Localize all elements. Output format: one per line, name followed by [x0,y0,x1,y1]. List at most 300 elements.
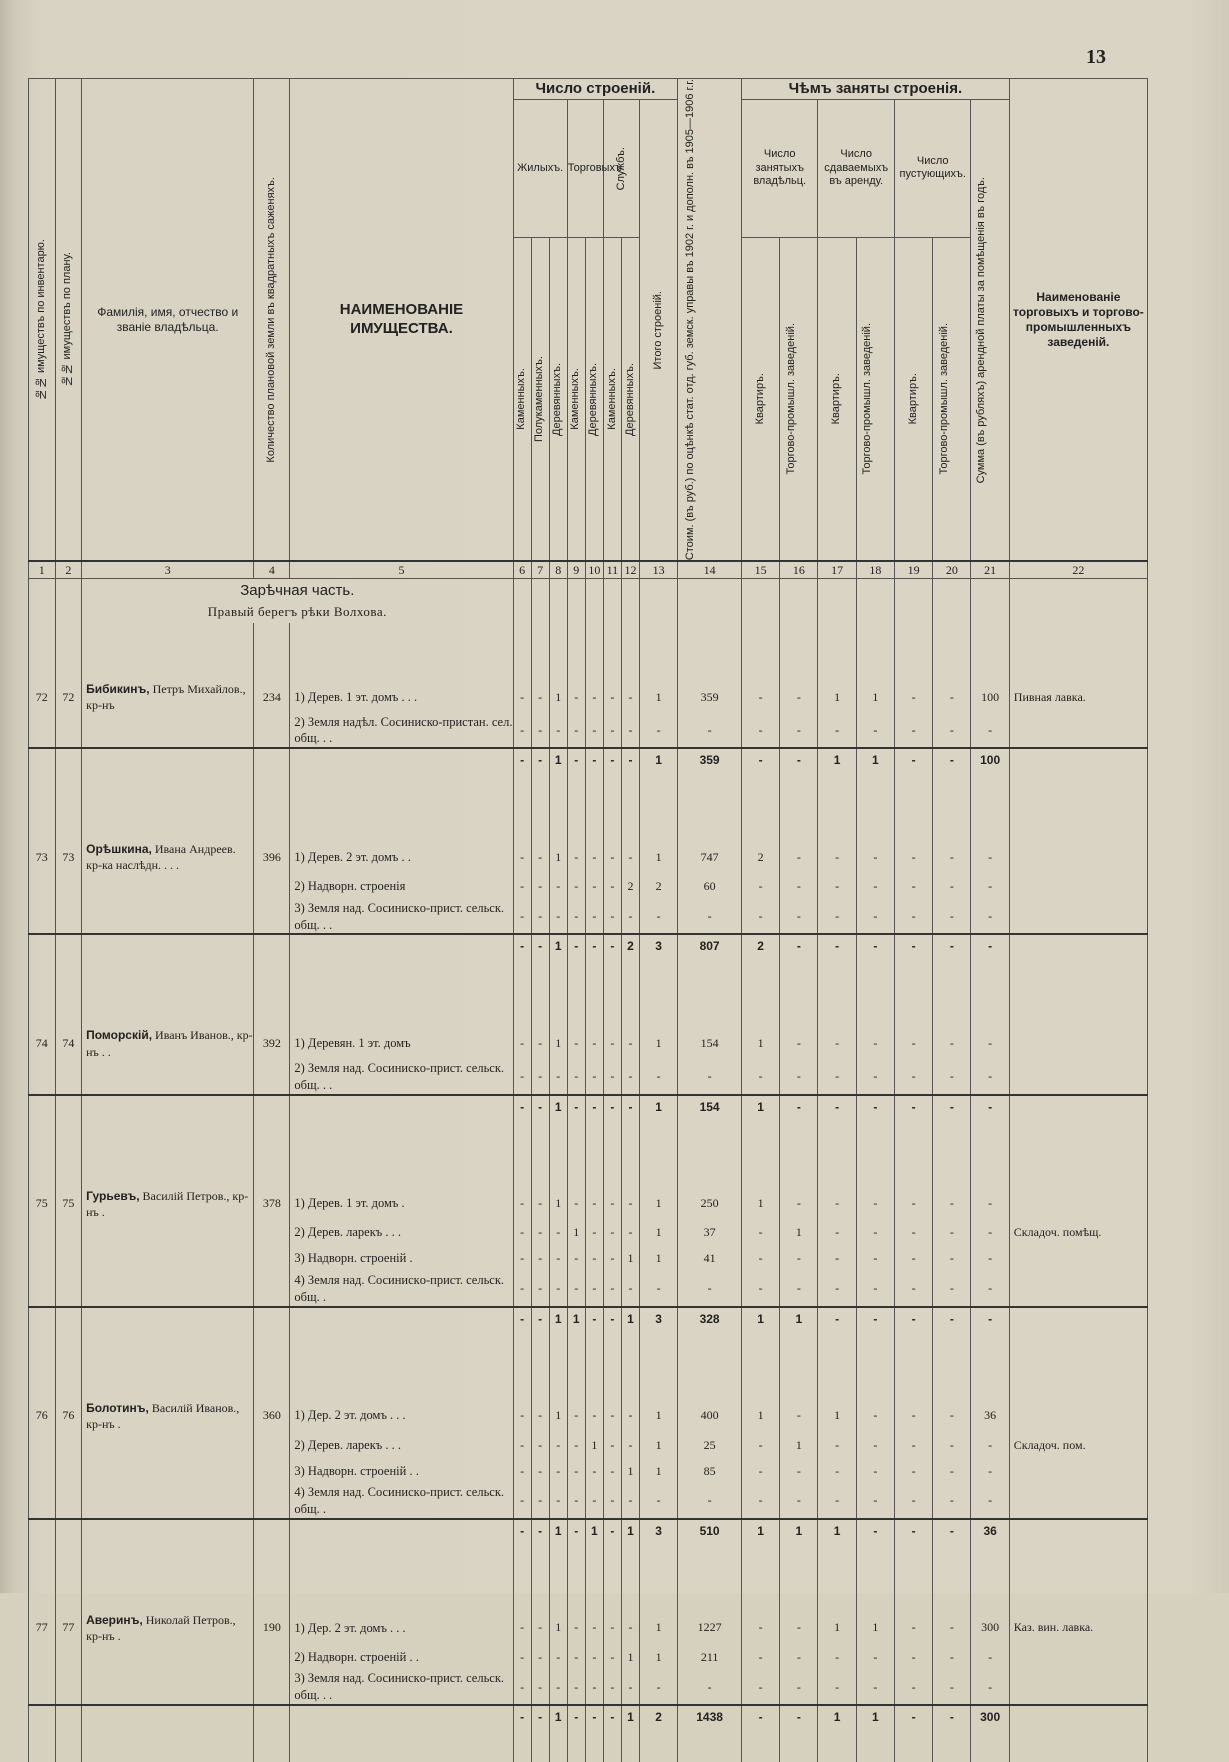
inventory-no [29,1246,56,1272]
total-cell: 1 [741,1307,779,1330]
property-name: 1) Дер. 2 эт. домъ . . . [290,1612,513,1644]
value-cell: 1 [639,1027,677,1059]
value-cell: 1 [818,681,856,713]
value-cell: - [741,1432,779,1458]
value-cell: - [894,874,932,900]
owner-name [82,874,254,900]
property-name: 1) Дерев. 1 эт. домъ . . . [290,681,513,713]
property-name: 2) Надворн. строенія [290,874,513,900]
land-area [254,714,290,749]
value-cell: - [818,900,856,935]
value-cell: 25 [678,1432,742,1458]
value-cell: 85 [678,1458,742,1484]
value-cell: - [603,1220,621,1246]
total-cell: - [531,1095,549,1118]
header-service-stone: Каменныхъ. [603,237,621,561]
value-cell: - [780,1188,818,1220]
value-cell: - [603,1027,621,1059]
value-cell: - [567,1272,585,1307]
value-cell: - [549,1670,567,1705]
inventory-no [29,1060,56,1095]
value-cell: - [818,1432,856,1458]
land-area: 234 [254,681,290,713]
value-cell [1009,1644,1147,1670]
column-number: 13 [639,561,677,579]
value-cell: - [531,841,549,873]
value-cell: 1 [621,1246,639,1272]
value-cell: - [971,1458,1009,1484]
header-owners-trade: Торгово-промышл. заведеній. [780,237,818,561]
value-cell: - [585,681,603,713]
value-cell: - [585,1670,603,1705]
value-cell: - [933,1272,971,1307]
value-cell: Пивная лавка. [1009,681,1147,713]
value-cell: - [603,1644,621,1670]
total-cell: - [513,1519,531,1542]
total-cell: 3 [639,1307,677,1330]
owner-name [82,1484,254,1519]
value-cell [1009,1458,1147,1484]
property-row [29,1612,1148,1644]
value-cell: 1 [621,1644,639,1670]
value-cell: - [856,1246,894,1272]
total-cell: - [567,748,585,771]
value-cell: - [780,1060,818,1095]
inventory-no: 75 [29,1188,56,1220]
value-cell: 1 [741,1400,779,1432]
value-cell: - [678,714,742,749]
total-cell: 3 [639,934,677,957]
value-cell: - [780,1400,818,1432]
value-cell: 1 [818,1400,856,1432]
value-cell: - [971,1432,1009,1458]
value-cell: - [513,1644,531,1670]
value-cell: - [513,1458,531,1484]
value-cell: 1 [567,1220,585,1246]
value-cell [1009,841,1147,873]
property-name: 1) Дерев. 2 эт. домъ . . [290,841,513,873]
column-number: 14 [678,561,742,579]
value-cell: 250 [678,1188,742,1220]
property-name: 4) Земля над. Сосинискo-прист. сельск. общ. . [290,1272,513,1307]
value-cell: - [894,1612,932,1644]
value-cell: 1 [818,1612,856,1644]
value-cell [1009,874,1147,900]
value-cell: - [818,1272,856,1307]
spacer-row [29,1330,1148,1400]
value-cell: 1 [549,681,567,713]
value-cell: 300 [971,1612,1009,1644]
value-cell: - [933,1670,971,1705]
property-row [29,714,1148,749]
value-cell: - [971,841,1009,873]
value-cell [1009,1670,1147,1705]
value-cell: - [780,681,818,713]
value-cell: - [894,1060,932,1095]
value-cell: - [741,1670,779,1705]
land-area [254,874,290,900]
total-cell: - [971,1307,1009,1330]
header-plan-no: №№ имуществъ по плану. [55,79,82,562]
total-cell: - [741,1705,779,1728]
value-cell: 1 [621,1458,639,1484]
property-name: 4) Земля над. Сосинискo-прист. сельск. общ. . [290,1484,513,1519]
value-cell: - [933,1432,971,1458]
value-cell [1009,714,1147,749]
plan-no: 75 [55,1188,82,1220]
value-cell: - [741,1220,779,1246]
header-vacant-apartments: Квартиръ. [894,237,932,561]
total-cell: - [567,1095,585,1118]
value-cell: - [585,714,603,749]
value-cell: - [567,1484,585,1519]
value-cell: Каз. вин. лавка. [1009,1612,1147,1644]
inventory-no [29,1272,56,1307]
column-number: 7 [531,561,549,579]
value-cell: 1 [639,681,677,713]
total-cell: - [513,748,531,771]
total-cell: 1 [549,1095,567,1118]
value-cell: - [856,1060,894,1095]
header-property-name: НАИМЕНОВАНІЕ ИМУЩЕСТВА. [290,79,513,562]
owner-name [82,900,254,935]
value-cell: - [780,1612,818,1644]
owner-name [82,1458,254,1484]
value-cell [1009,1272,1147,1307]
header-establishment-name: Наименованіе торговыхъ и торгово-промышленныхъ заведеній. [1009,79,1147,562]
total-cell: - [531,748,549,771]
inventory-no [29,1458,56,1484]
value-cell: 1 [585,1432,603,1458]
value-cell: - [585,841,603,873]
value-cell: - [933,1188,971,1220]
value-cell: - [933,1027,971,1059]
value-cell [1009,1060,1147,1095]
total-cell: 300 [971,1705,1009,1728]
total-row [29,1307,1148,1330]
property-name: 3) Надворн. строеній . [290,1246,513,1272]
plan-no [55,900,82,935]
header-vacant-trade: Торгово-промышл. заведеній. [933,237,971,561]
property-name: 1) Дер. 2 эт. домъ . . . [290,1400,513,1432]
section-title-row [29,579,1148,602]
value-cell: - [549,1484,567,1519]
land-area [254,1644,290,1670]
value-cell: - [780,1027,818,1059]
land-area [254,1670,290,1705]
value-cell: - [856,900,894,935]
total-cell [1009,1307,1147,1330]
header-buildings-group: Число строеній. [513,79,678,100]
property-name: 3) Земля над. Сосинискo-прист. сельск. общ. . . [290,900,513,935]
total-cell: - [585,1095,603,1118]
value-cell: - [549,900,567,935]
value-cell: - [639,1670,677,1705]
property-row [29,681,1148,713]
owner-name [82,1670,254,1705]
property-row [29,841,1148,873]
value-cell: - [933,714,971,749]
value-cell: - [818,1246,856,1272]
value-cell: - [621,841,639,873]
total-cell: 1 [818,748,856,771]
value-cell: 1 [741,1188,779,1220]
header-service-wooden: Деревянныхъ. [621,237,639,561]
value-cell: - [513,1220,531,1246]
owner-name [82,1400,254,1432]
value-cell: - [567,1060,585,1095]
property-name: 3) Надворн. строеній . . [290,1458,513,1484]
value-cell: - [856,1027,894,1059]
value-cell: - [818,874,856,900]
value-cell: - [856,841,894,873]
value-cell: 1 [639,1220,677,1246]
value-cell: - [894,1670,932,1705]
value-cell: - [741,1246,779,1272]
owner-name [82,1246,254,1272]
total-cell: - [894,1519,932,1542]
column-number: 19 [894,561,932,579]
value-cell: - [678,1484,742,1519]
total-cell: - [818,1095,856,1118]
value-cell: 747 [678,841,742,873]
total-cell: - [933,1095,971,1118]
total-cell: - [894,1307,932,1330]
total-cell: - [531,1519,549,1542]
value-cell: 1227 [678,1612,742,1644]
value-cell: - [585,1484,603,1519]
owner-surname: Орѣшкина, [86,842,152,857]
owner-surname: Поморскій, [86,1028,153,1043]
value-cell: - [818,1188,856,1220]
value-cell: - [741,681,779,713]
land-area: 190 [254,1612,290,1644]
value-cell: - [894,681,932,713]
value-cell: - [513,1432,531,1458]
property-name: 3) Земля над. Сосинискo-прист. сельск. общ. . . [290,1670,513,1705]
total-cell: 1438 [678,1705,742,1728]
plan-no: 77 [55,1612,82,1644]
value-cell: - [603,1400,621,1432]
owner-name [82,1220,254,1246]
value-cell [1009,1484,1147,1519]
total-cell: 100 [971,748,1009,771]
value-cell: 1 [780,1432,818,1458]
property-row [29,1644,1148,1670]
inventory-no [29,714,56,749]
inventory-no [29,1644,56,1670]
property-table [28,78,1148,1762]
column-number: 5 [290,561,513,579]
inventory-no: 73 [29,841,56,873]
total-cell: 1 [549,748,567,771]
column-number: 6 [513,561,531,579]
owner-surname: Гурьевъ, [86,1188,140,1203]
total-cell: - [513,1095,531,1118]
column-number: 11 [603,561,621,579]
value-cell: - [567,681,585,713]
total-cell: 1 [639,748,677,771]
value-cell: - [933,1220,971,1246]
value-cell: 100 [971,681,1009,713]
owner-surname: Болотинъ, [86,1400,149,1415]
value-cell: - [567,1670,585,1705]
spacer-row [29,1118,1148,1188]
value-cell: - [513,1670,531,1705]
total-cell [1009,934,1147,957]
header-living-stone: Каменныхъ. [513,237,531,561]
column-number: 3 [82,561,254,579]
value-cell: - [603,1484,621,1519]
inventory-no [29,1484,56,1519]
property-row [29,1484,1148,1519]
section-subtitle-row [29,601,1148,623]
value-cell: - [780,1458,818,1484]
total-cell: - [741,748,779,771]
owner-surname: Аверинъ, [86,1612,143,1627]
total-cell: - [531,1307,549,1330]
header-rented: Число сдаваемыхъ въ аренду. [818,100,895,238]
value-cell: - [549,1272,567,1307]
value-cell: - [531,1432,549,1458]
total-cell: - [856,1519,894,1542]
value-cell: - [894,1432,932,1458]
total-cell [1009,1519,1147,1542]
value-cell: - [549,714,567,749]
plan-no [55,1458,82,1484]
value-cell: - [971,1644,1009,1670]
value-cell: 1 [741,1027,779,1059]
column-number: 8 [549,561,567,579]
spacer-row [29,771,1148,841]
value-cell: 36 [971,1400,1009,1432]
property-name: 2) Земля над. Сосинискo-прист. сельск. общ. . . [290,1060,513,1095]
owner-name [82,1644,254,1670]
total-cell: - [933,934,971,957]
value-cell [1009,900,1147,935]
total-cell: 1 [818,1519,856,1542]
header-vacant: Число пустующихъ. [894,100,971,238]
value-cell: - [894,1400,932,1432]
total-cell: 1 [621,1519,639,1542]
value-cell: - [741,1272,779,1307]
value-cell: - [780,874,818,900]
value-cell: - [531,1458,549,1484]
header-owner: Фамилія, имя, отчество и званіе владѣльца. [82,79,254,562]
value-cell: 2 [741,841,779,873]
header-living-halfstone: Полукаменныхъ. [531,237,549,561]
owner-name [82,1432,254,1458]
value-cell: - [513,714,531,749]
column-number: 2 [55,561,82,579]
value-cell [1009,1188,1147,1220]
value-cell: - [741,714,779,749]
owner-name [82,714,254,749]
plan-no [55,1060,82,1095]
value-cell: - [603,900,621,935]
value-cell: - [894,714,932,749]
value-cell: - [971,714,1009,749]
total-row [29,1705,1148,1728]
value-cell: - [856,1188,894,1220]
total-row [29,1519,1148,1542]
owner-name [82,1060,254,1095]
header-inventory-no: №№ имуществъ по инвентарю. [29,79,56,562]
total-cell: - [531,1705,549,1728]
value-cell: - [856,1272,894,1307]
total-cell: 328 [678,1307,742,1330]
owner-name [82,841,254,873]
value-cell: - [741,1060,779,1095]
land-area: 392 [254,1027,290,1059]
total-cell: 1 [549,1307,567,1330]
total-cell: - [856,1307,894,1330]
inventory-no: 74 [29,1027,56,1059]
total-cell: 3 [639,1519,677,1542]
plan-no: 74 [55,1027,82,1059]
section-subtitle: Правый берегъ рѣки Волхова. [82,601,513,623]
value-cell: - [513,1060,531,1095]
value-cell: - [894,1644,932,1670]
header-rented-apartments: Квартиръ. [818,237,856,561]
value-cell: - [513,1027,531,1059]
value-cell: - [971,874,1009,900]
total-cell: - [567,1519,585,1542]
value-cell: - [678,1060,742,1095]
value-cell: - [621,1060,639,1095]
value-cell: - [933,681,971,713]
property-row [29,1670,1148,1705]
total-row [29,748,1148,771]
land-area [254,1484,290,1519]
total-cell: 510 [678,1519,742,1542]
land-area [254,1246,290,1272]
total-cell: 807 [678,934,742,957]
value-cell: - [818,1027,856,1059]
value-cell: - [856,1432,894,1458]
total-cell [1009,748,1147,771]
value-cell: - [585,900,603,935]
value-cell: 211 [678,1644,742,1670]
total-cell: - [780,1705,818,1728]
value-cell: - [621,1400,639,1432]
value-cell: - [513,900,531,935]
total-cell: - [971,1095,1009,1118]
plan-no [55,1670,82,1705]
value-cell: - [818,1670,856,1705]
value-cell: - [639,714,677,749]
value-cell: - [933,1246,971,1272]
value-cell: - [621,900,639,935]
header-service: Службъ. [603,100,639,238]
value-cell: - [639,1484,677,1519]
value-cell: - [933,1484,971,1519]
total-cell: 1 [856,1705,894,1728]
property-row [29,1400,1148,1432]
value-cell: 1 [856,1612,894,1644]
value-cell: - [549,1644,567,1670]
total-cell: 154 [678,1095,742,1118]
value-cell: - [818,1644,856,1670]
value-cell: - [971,1188,1009,1220]
total-cell: 359 [678,748,742,771]
value-cell: 1 [549,1612,567,1644]
total-cell: - [567,934,585,957]
value-cell: - [531,1670,549,1705]
total-cell [1009,1705,1147,1728]
value-cell: - [818,714,856,749]
total-cell: - [933,748,971,771]
